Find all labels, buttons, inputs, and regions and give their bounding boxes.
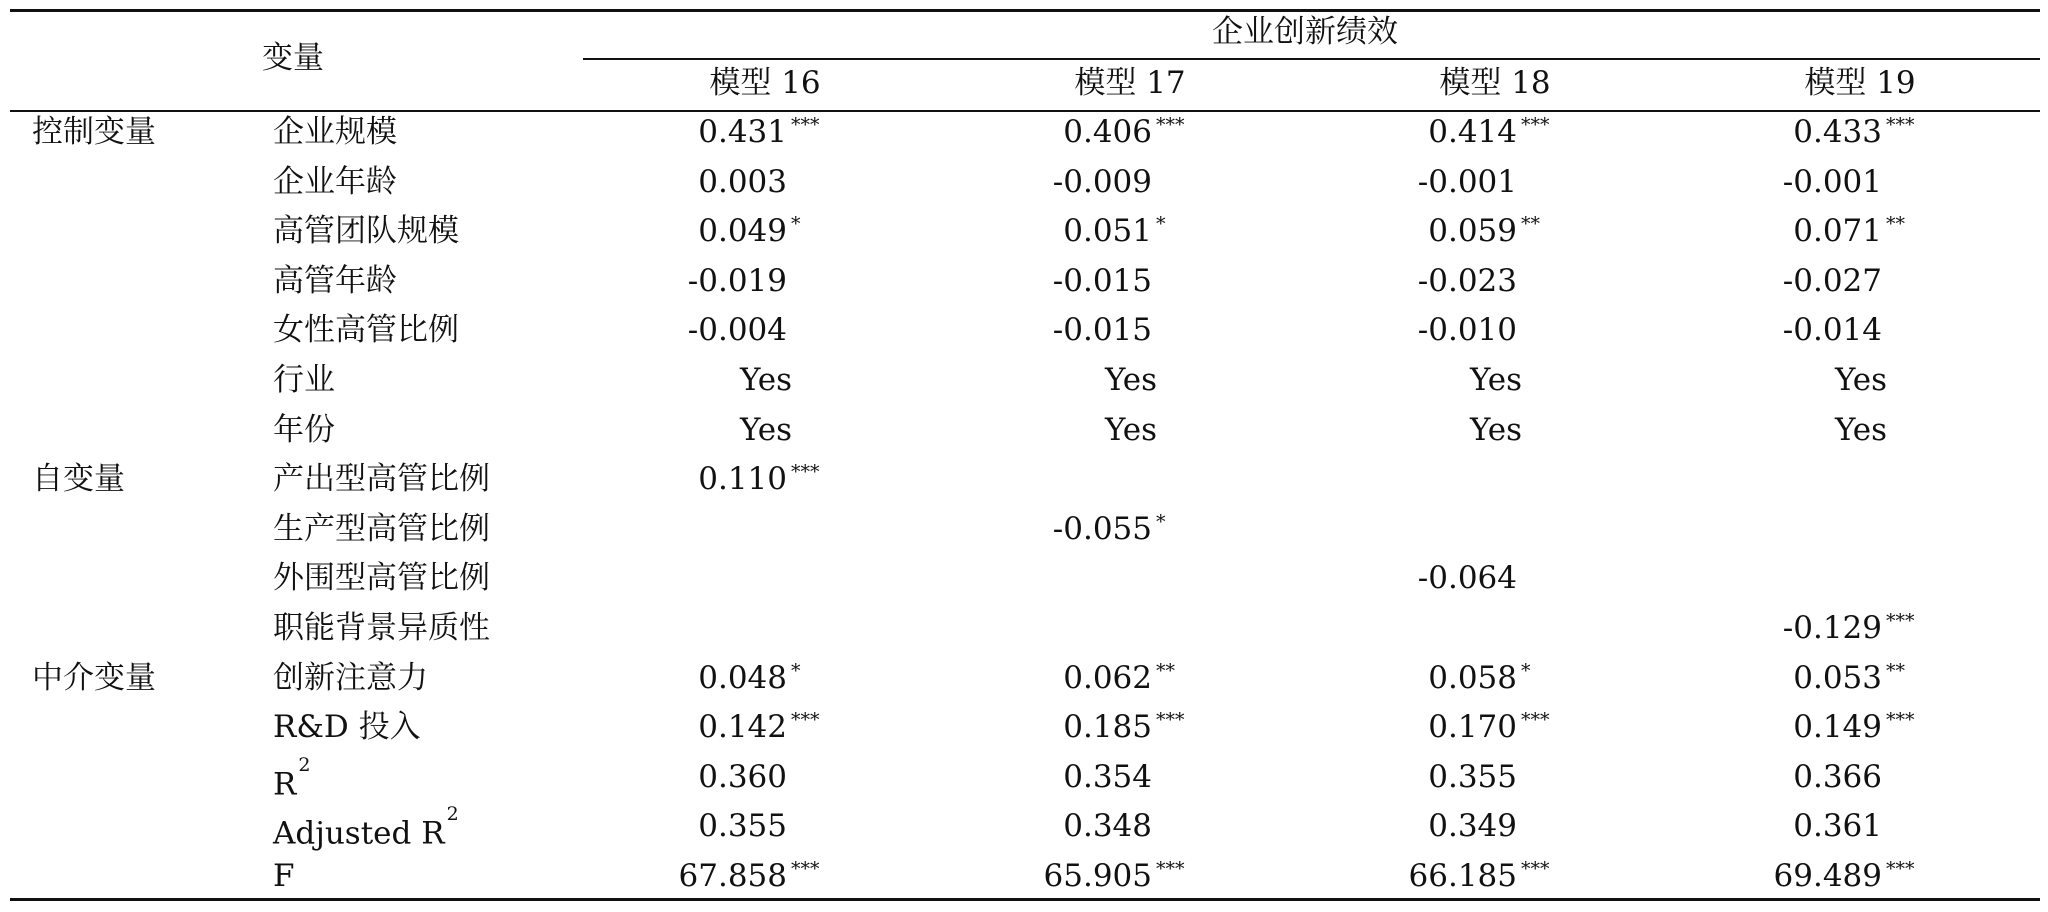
significance-stars: * [791, 213, 801, 235]
table-cell-value: 0.170 [1428, 709, 1517, 745]
variable-name-superscript: 2 [298, 754, 311, 776]
table-cell-value: 0.053 [1793, 660, 1882, 696]
significance-stars: *** [1521, 858, 1550, 880]
table-cell-value: 0.414 [1428, 114, 1517, 150]
row-variable-name [273, 560, 490, 596]
significance-stars: *** [791, 114, 820, 136]
table-cell-value: Yes [739, 412, 793, 448]
model-header-16: 模型 16 [709, 65, 821, 101]
table-cell-value: -0.015 [1052, 263, 1152, 299]
model-header-18: 模型 18 [1439, 65, 1551, 101]
variable-name-text: 女性高管比例 [273, 312, 459, 348]
table-cell-value: -0.027 [1782, 263, 1882, 299]
group-header-rule [583, 58, 2040, 60]
table-cell-value: 0.354 [1063, 759, 1152, 795]
variable-name-text: 外围型高管比例 [273, 560, 490, 596]
variable-name-text: R [273, 766, 297, 803]
row-variable-name [273, 511, 490, 547]
variable-name-text: 高管年龄 [273, 263, 397, 299]
row-variable-name [273, 610, 490, 646]
table-cell-value: Yes [1104, 362, 1158, 398]
table-cell-value: -0.023 [1417, 263, 1517, 299]
table-cell-value: -0.004 [687, 312, 787, 348]
row-variable-name [273, 362, 335, 398]
significance-stars: ** [1886, 213, 1905, 235]
row-group-label: 中介变量 [32, 660, 156, 696]
significance-stars: ** [1886, 660, 1905, 682]
table-cell-value: 0.349 [1428, 808, 1517, 844]
significance-stars: *** [1521, 114, 1550, 136]
variable-header: 变量 [262, 40, 324, 76]
table-cell-value: 0.048 [698, 660, 787, 696]
table-cell-value: 0.355 [698, 808, 787, 844]
table-cell-value: 0.361 [1793, 808, 1882, 844]
table-cell-value: 0.366 [1793, 759, 1882, 795]
model-header-17: 模型 17 [1074, 65, 1186, 101]
table-cell-value: 0.348 [1063, 808, 1152, 844]
table-cell-value: 0.062 [1063, 660, 1152, 696]
table-cell-value: -0.009 [1052, 164, 1152, 200]
table-cell-value: -0.001 [1782, 164, 1882, 200]
header-bottom-rule [10, 110, 2040, 112]
variable-name-text: 年份 [273, 412, 335, 448]
significance-stars: *** [791, 858, 820, 880]
table-cell-value: Yes [739, 362, 793, 398]
row-variable-name [273, 312, 459, 348]
significance-stars: *** [1886, 610, 1915, 632]
row-variable-name [273, 709, 421, 745]
table-cell-value: 0.051 [1063, 213, 1152, 249]
significance-stars: *** [1886, 709, 1915, 731]
row-variable-name [273, 114, 397, 150]
row-variable-name [273, 858, 295, 894]
table-cell-value: 0.110 [698, 461, 787, 497]
variable-name-text: R&D 投入 [273, 709, 421, 745]
table-cell-value: Yes [1104, 412, 1158, 448]
row-variable-name [273, 803, 459, 852]
table-cell-value: Yes [1469, 412, 1523, 448]
table-cell-value: 0.431 [698, 114, 787, 150]
table-cell-value: -0.019 [687, 263, 787, 299]
significance-stars: *** [1156, 709, 1185, 731]
variable-name-text: 企业规模 [273, 114, 397, 150]
table-cell-value: Yes [1834, 362, 1888, 398]
table-bottom-rule [10, 898, 2040, 901]
significance-stars: *** [1521, 709, 1550, 731]
row-variable-name [273, 754, 311, 803]
significance-stars: *** [1886, 114, 1915, 136]
group-header: 企业创新绩效 [1212, 14, 1398, 50]
significance-stars: *** [1156, 114, 1185, 136]
table-cell-value: 67.858 [678, 858, 787, 894]
table-cell-value: -0.001 [1417, 164, 1517, 200]
table-cell-value: -0.129 [1782, 610, 1882, 646]
row-variable-name [273, 412, 335, 448]
table-cell-value: 0.360 [698, 759, 787, 795]
table-cell-value: 0.185 [1063, 709, 1152, 745]
table-cell-value: 0.406 [1063, 114, 1152, 150]
variable-name-text: 职能背景异质性 [273, 610, 490, 646]
table-cell-value: -0.015 [1052, 312, 1152, 348]
row-group-label: 控制变量 [32, 114, 156, 150]
significance-stars: *** [791, 709, 820, 731]
table-cell-value: -0.010 [1417, 312, 1517, 348]
table-cell-value: 0.049 [698, 213, 787, 249]
table-cell-value: 0.355 [1428, 759, 1517, 795]
table-cell-value: Yes [1469, 362, 1523, 398]
table-top-rule [10, 9, 2040, 12]
table-cell-value: -0.055 [1052, 511, 1152, 547]
table-cell-value: 0.071 [1793, 213, 1882, 249]
table-cell-value: Yes [1834, 412, 1888, 448]
significance-stars: * [1521, 660, 1531, 682]
significance-stars: ** [1156, 660, 1175, 682]
variable-name-superscript: 2 [446, 803, 459, 825]
significance-stars: *** [1886, 858, 1915, 880]
table-cell-value: 0.059 [1428, 213, 1517, 249]
table-cell-value: 0.003 [698, 164, 787, 200]
row-variable-name [273, 660, 428, 696]
row-variable-name [273, 461, 490, 497]
row-variable-name [273, 263, 397, 299]
table-cell-value: 69.489 [1773, 858, 1882, 894]
significance-stars: *** [791, 461, 820, 483]
table-cell-value: -0.064 [1417, 560, 1517, 596]
variable-name-text: 创新注意力 [273, 660, 428, 696]
model-header-19: 模型 19 [1804, 65, 1916, 101]
table-cell-value: 0.058 [1428, 660, 1517, 696]
variable-name-text: 企业年龄 [273, 164, 397, 200]
table-cell-value: 0.149 [1793, 709, 1882, 745]
row-variable-name [273, 213, 459, 249]
variable-name-text: 产出型高管比例 [273, 461, 490, 497]
variable-name-text: 生产型高管比例 [273, 511, 490, 547]
table-cell-value: 0.142 [698, 709, 787, 745]
significance-stars: *** [1156, 858, 1185, 880]
table-cell-value: -0.014 [1782, 312, 1882, 348]
table-cell-value: 0.433 [1793, 114, 1882, 150]
table-cell-value: 66.185 [1408, 858, 1517, 894]
variable-name-text: Adjusted R [273, 815, 445, 852]
significance-stars: * [791, 660, 801, 682]
row-group-label: 自变量 [32, 461, 125, 497]
significance-stars: * [1156, 213, 1166, 235]
table-cell-value: 65.905 [1043, 858, 1152, 894]
variable-name-text: 高管团队规模 [273, 213, 459, 249]
variable-name-text: 行业 [273, 362, 335, 398]
variable-name-text: F [273, 858, 295, 894]
significance-stars: * [1156, 511, 1166, 533]
row-variable-name [273, 164, 397, 200]
significance-stars: ** [1521, 213, 1540, 235]
